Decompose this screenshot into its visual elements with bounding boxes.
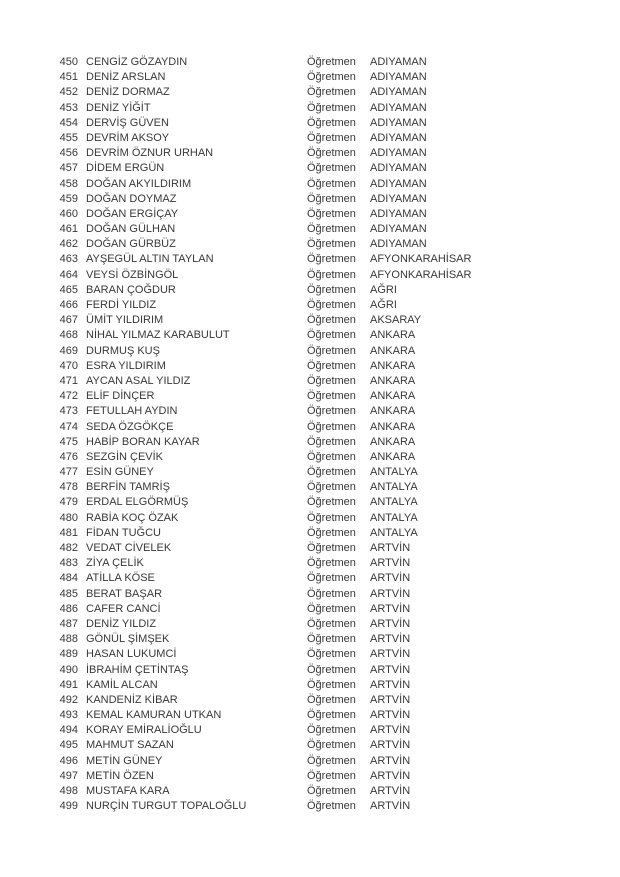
role-label: Öğretmen bbox=[307, 56, 356, 68]
row-number: 450 bbox=[59, 56, 78, 68]
role-label: Öğretmen bbox=[307, 466, 356, 479]
role-label: Öğretmen bbox=[307, 223, 356, 236]
person-name: MUSTAFA KARA bbox=[86, 785, 170, 797]
row-number: 476 bbox=[59, 450, 78, 463]
person-name: ZİYA ÇELİK bbox=[86, 557, 144, 570]
person-name: FİDAN TUĞCU bbox=[86, 526, 161, 539]
province-label: ADIYAMAN bbox=[370, 101, 427, 114]
role-label: Öğretmen bbox=[307, 602, 356, 615]
row-number: 468 bbox=[59, 329, 78, 342]
list-item bbox=[0, 450, 620, 465]
role-label: Öğretmen bbox=[307, 481, 356, 494]
list-item bbox=[0, 708, 620, 723]
province-label: ARTVİN bbox=[370, 617, 411, 630]
province-label: ADIYAMAN bbox=[370, 147, 427, 160]
list-item bbox=[0, 283, 620, 298]
list-item bbox=[0, 480, 620, 495]
role-label: Öğretmen bbox=[307, 131, 356, 144]
province-label: ARTVİN bbox=[370, 602, 411, 615]
list-item bbox=[0, 374, 620, 389]
row-number: 495 bbox=[59, 739, 78, 752]
list-item bbox=[0, 116, 620, 131]
list-item bbox=[0, 252, 620, 267]
role-label: Öğretmen bbox=[307, 769, 356, 782]
person-name: DURMUŞ KUŞ bbox=[86, 344, 160, 357]
person-name: DEVRİM ÖZNUR URHAN bbox=[86, 147, 214, 160]
person-name: VEYSİ ÖZBİNGÖL bbox=[86, 268, 179, 281]
person-name: AYŞEGÜL ALTIN TAYLAN bbox=[86, 253, 214, 266]
person-name: DENİZ DORMAZ bbox=[86, 86, 170, 99]
person-name: ESİN GÜNEY bbox=[86, 466, 154, 479]
person-name: FERDİ YILDIZ bbox=[86, 299, 157, 311]
person-name: DOĞAN GÜRBÜZ bbox=[86, 238, 176, 251]
person-name: ELİF DİNÇER bbox=[86, 390, 155, 403]
row-number: 453 bbox=[59, 101, 78, 114]
teacher-list bbox=[0, 55, 620, 814]
province-label: ARTVİN bbox=[370, 769, 411, 782]
list-item bbox=[0, 769, 620, 784]
person-name: KEMAL KAMURAN UTKAN bbox=[86, 709, 222, 722]
province-label: ADIYAMAN bbox=[370, 56, 427, 68]
person-name: BERAT BAŞAR bbox=[86, 587, 163, 600]
list-item bbox=[0, 587, 620, 602]
list-item bbox=[0, 85, 620, 100]
row-number: 477 bbox=[59, 466, 78, 479]
row-number: 455 bbox=[59, 131, 78, 144]
province-label: ARTVİN bbox=[370, 648, 411, 661]
province-label: AFYONKARAHİSAR bbox=[370, 268, 472, 281]
list-item bbox=[0, 693, 620, 708]
row-number: 458 bbox=[59, 177, 78, 190]
row-number: 482 bbox=[59, 542, 78, 554]
role-label: Öğretmen bbox=[307, 511, 356, 524]
province-label: ARTVİN bbox=[370, 663, 411, 676]
person-name: DEVRİM AKSOY bbox=[86, 131, 170, 144]
province-label: AFYONKARAHİSAR bbox=[370, 253, 472, 266]
province-label: ARTVİN bbox=[370, 800, 411, 813]
row-number: 497 bbox=[59, 769, 78, 782]
list-item bbox=[0, 511, 620, 526]
role-label: Öğretmen bbox=[307, 253, 356, 266]
role-label: Öğretmen bbox=[307, 617, 356, 630]
province-label: AĞRI bbox=[370, 283, 397, 296]
role-label: Öğretmen bbox=[307, 435, 356, 448]
list-item bbox=[0, 602, 620, 617]
person-name: HASAN LUKUMCİ bbox=[86, 648, 177, 661]
list-item bbox=[0, 146, 620, 161]
province-label: ARTVİN bbox=[370, 785, 411, 797]
row-number: 452 bbox=[59, 86, 78, 99]
province-label: ANTALYA bbox=[370, 511, 418, 524]
person-name: DOĞAN DOYMAZ bbox=[86, 192, 177, 205]
province-label: ARTVİN bbox=[370, 572, 411, 585]
list-item bbox=[0, 268, 620, 283]
list-item bbox=[0, 617, 620, 632]
role-label: Öğretmen bbox=[307, 329, 356, 342]
row-number: 490 bbox=[59, 663, 78, 676]
list-item bbox=[0, 237, 620, 252]
province-label: AKSARAY bbox=[370, 314, 422, 327]
row-number: 498 bbox=[59, 785, 78, 797]
province-label: ADIYAMAN bbox=[370, 177, 427, 190]
row-number: 494 bbox=[59, 724, 78, 737]
role-label: Öğretmen bbox=[307, 147, 356, 160]
person-name: ATİLLA KÖSE bbox=[86, 572, 155, 585]
person-name: BERFİN TAMRİŞ bbox=[86, 481, 170, 494]
list-item bbox=[0, 192, 620, 207]
role-label: Öğretmen bbox=[307, 374, 356, 387]
row-number: 466 bbox=[59, 299, 78, 311]
person-name: FETULLAH AYDIN bbox=[86, 405, 178, 418]
row-number: 470 bbox=[59, 359, 78, 372]
person-name: CAFER CANCİ bbox=[86, 602, 161, 615]
role-label: Öğretmen bbox=[307, 678, 356, 691]
province-label: ANKARA bbox=[370, 344, 416, 357]
person-name: NURÇİN TURGUT TOPALOĞLU bbox=[86, 800, 247, 813]
row-number: 465 bbox=[59, 283, 78, 296]
row-number: 488 bbox=[59, 633, 78, 646]
province-label: ANKARA bbox=[370, 359, 416, 372]
row-number: 485 bbox=[59, 587, 78, 600]
person-name: GÖNÜL ŞİMŞEK bbox=[86, 633, 170, 646]
province-label: ADIYAMAN bbox=[370, 192, 427, 205]
person-name: MAHMUT SAZAN bbox=[86, 739, 174, 752]
person-name: SEZGİN ÇEVİK bbox=[86, 450, 164, 463]
list-item bbox=[0, 359, 620, 374]
role-label: Öğretmen bbox=[307, 633, 356, 646]
person-name: KAMİL ALCAN bbox=[86, 678, 158, 691]
list-item bbox=[0, 541, 620, 556]
province-label: ANKARA bbox=[370, 435, 416, 448]
person-name: METİN ÖZEN bbox=[86, 769, 154, 782]
role-label: Öğretmen bbox=[307, 101, 356, 114]
province-label: ARTVİN bbox=[370, 557, 411, 570]
role-label: Öğretmen bbox=[307, 314, 356, 327]
province-label: ARTVİN bbox=[370, 739, 411, 752]
role-label: Öğretmen bbox=[307, 162, 356, 175]
role-label: Öğretmen bbox=[307, 693, 356, 706]
list-item bbox=[0, 465, 620, 480]
person-name: DİDEM ERGÜN bbox=[86, 162, 165, 175]
list-item bbox=[0, 571, 620, 586]
list-item bbox=[0, 663, 620, 678]
list-item bbox=[0, 101, 620, 116]
list-item bbox=[0, 784, 620, 799]
list-item bbox=[0, 131, 620, 146]
row-number: 499 bbox=[59, 800, 78, 813]
person-name: DOĞAN ERGİÇAY bbox=[86, 207, 179, 220]
list-item bbox=[0, 55, 620, 70]
role-label: Öğretmen bbox=[307, 390, 356, 403]
person-name: METİN GÜNEY bbox=[86, 754, 163, 767]
role-label: Öğretmen bbox=[307, 709, 356, 722]
list-item bbox=[0, 177, 620, 192]
list-item bbox=[0, 435, 620, 450]
person-name: RABİA KOÇ ÖZAK bbox=[86, 511, 179, 524]
province-label: ADIYAMAN bbox=[370, 238, 427, 251]
list-item bbox=[0, 222, 620, 237]
person-name: DENİZ YILDIZ bbox=[86, 617, 157, 630]
province-label: ANTALYA bbox=[370, 466, 418, 479]
role-label: Öğretmen bbox=[307, 71, 356, 84]
province-label: ARTVİN bbox=[370, 587, 411, 600]
province-label: ADIYAMAN bbox=[370, 162, 427, 175]
person-name: DENİZ YİĞİT bbox=[86, 101, 151, 114]
person-name: DENİZ ARSLAN bbox=[86, 71, 166, 84]
row-number: 486 bbox=[59, 602, 78, 615]
list-item bbox=[0, 404, 620, 419]
list-item bbox=[0, 738, 620, 753]
person-name: HABİP BORAN KAYAR bbox=[86, 435, 200, 448]
list-item bbox=[0, 70, 620, 85]
row-number: 493 bbox=[59, 709, 78, 722]
role-label: Öğretmen bbox=[307, 496, 356, 509]
person-name: ERDAL ELGÖRMÜŞ bbox=[86, 496, 189, 509]
role-label: Öğretmen bbox=[307, 542, 356, 554]
province-label: ANKARA bbox=[370, 450, 416, 463]
row-number: 467 bbox=[59, 314, 78, 327]
province-label: ADIYAMAN bbox=[370, 207, 427, 220]
row-number: 480 bbox=[59, 511, 78, 524]
role-label: Öğretmen bbox=[307, 299, 356, 311]
role-label: Öğretmen bbox=[307, 724, 356, 737]
row-number: 496 bbox=[59, 754, 78, 767]
role-label: Öğretmen bbox=[307, 86, 356, 99]
province-label: ARTVİN bbox=[370, 754, 411, 767]
row-number: 462 bbox=[59, 238, 78, 251]
role-label: Öğretmen bbox=[307, 420, 356, 433]
row-number: 469 bbox=[59, 344, 78, 357]
list-item bbox=[0, 678, 620, 693]
row-number: 492 bbox=[59, 693, 78, 706]
list-item bbox=[0, 632, 620, 647]
person-name: KANDENİZ KİBAR bbox=[86, 693, 178, 706]
person-name: ESRA YILDIRIM bbox=[86, 359, 166, 372]
row-number: 459 bbox=[59, 192, 78, 205]
row-number: 483 bbox=[59, 557, 78, 570]
province-label: ANTALYA bbox=[370, 526, 418, 539]
list-item bbox=[0, 207, 620, 222]
role-label: Öğretmen bbox=[307, 800, 356, 813]
row-number: 475 bbox=[59, 435, 78, 448]
person-name: AYCAN ASAL YILDIZ bbox=[86, 374, 191, 387]
person-name: ÜMİT YILDIRIM bbox=[86, 314, 164, 327]
list-item bbox=[0, 754, 620, 769]
role-label: Öğretmen bbox=[307, 557, 356, 570]
role-label: Öğretmen bbox=[307, 587, 356, 600]
role-label: Öğretmen bbox=[307, 785, 356, 797]
list-item bbox=[0, 328, 620, 343]
list-item bbox=[0, 799, 620, 814]
province-label: ARTVİN bbox=[370, 633, 411, 646]
list-item bbox=[0, 495, 620, 510]
person-name: DERVİŞ GÜVEN bbox=[86, 116, 169, 129]
province-label: ANKARA bbox=[370, 390, 416, 403]
province-label: ADIYAMAN bbox=[370, 223, 427, 236]
role-label: Öğretmen bbox=[307, 739, 356, 752]
person-name: İBRAHİM ÇETİNTAŞ bbox=[86, 663, 189, 676]
role-label: Öğretmen bbox=[307, 283, 356, 296]
row-number: 479 bbox=[59, 496, 78, 509]
role-label: Öğretmen bbox=[307, 359, 356, 372]
province-label: ADIYAMAN bbox=[370, 86, 427, 99]
province-label: AĞRI bbox=[370, 299, 397, 311]
role-label: Öğretmen bbox=[307, 572, 356, 585]
role-label: Öğretmen bbox=[307, 648, 356, 661]
row-number: 471 bbox=[59, 374, 78, 387]
person-name: DOĞAN AKYILDIRIM bbox=[86, 177, 192, 190]
role-label: Öğretmen bbox=[307, 450, 356, 463]
province-label: ARTVİN bbox=[370, 678, 411, 691]
province-label: ARTVİN bbox=[370, 693, 411, 706]
list-item bbox=[0, 420, 620, 435]
list-item bbox=[0, 161, 620, 176]
list-item bbox=[0, 556, 620, 571]
row-number: 463 bbox=[59, 253, 78, 266]
role-label: Öğretmen bbox=[307, 192, 356, 205]
row-number: 487 bbox=[59, 617, 78, 630]
row-number: 461 bbox=[59, 223, 78, 236]
province-label: ANKARA bbox=[370, 329, 416, 342]
list-item bbox=[0, 313, 620, 328]
list-item bbox=[0, 298, 620, 313]
role-label: Öğretmen bbox=[307, 663, 356, 676]
list-item bbox=[0, 647, 620, 662]
province-label: ADIYAMAN bbox=[370, 116, 427, 129]
role-label: Öğretmen bbox=[307, 177, 356, 190]
row-number: 454 bbox=[59, 116, 78, 129]
province-label: ANTALYA bbox=[370, 481, 418, 494]
role-label: Öğretmen bbox=[307, 526, 356, 539]
row-number: 478 bbox=[59, 481, 78, 494]
row-number: 489 bbox=[59, 648, 78, 661]
province-label: ARTVİN bbox=[370, 709, 411, 722]
province-label: ADIYAMAN bbox=[370, 131, 427, 144]
role-label: Öğretmen bbox=[307, 405, 356, 418]
list-item bbox=[0, 389, 620, 404]
person-name: KORAY EMİRALİOĞLU bbox=[86, 724, 202, 737]
role-label: Öğretmen bbox=[307, 238, 356, 251]
person-name: VEDAT CİVELEK bbox=[86, 542, 172, 554]
person-name: NİHAL YILMAZ KARABULUT bbox=[86, 329, 230, 342]
person-name: BARAN ÇOĞDUR bbox=[86, 283, 176, 296]
province-label: ARTVİN bbox=[370, 724, 411, 737]
role-label: Öğretmen bbox=[307, 207, 356, 220]
province-label: ANKARA bbox=[370, 420, 416, 433]
role-label: Öğretmen bbox=[307, 116, 356, 129]
province-label: ADIYAMAN bbox=[370, 71, 427, 84]
row-number: 491 bbox=[59, 678, 78, 691]
row-number: 460 bbox=[59, 207, 78, 220]
province-label: ANTALYA bbox=[370, 496, 418, 509]
province-label: ANKARA bbox=[370, 405, 416, 418]
row-number: 456 bbox=[59, 147, 78, 160]
list-item bbox=[0, 526, 620, 541]
list-item bbox=[0, 344, 620, 359]
row-number: 464 bbox=[59, 268, 78, 281]
province-label: ANKARA bbox=[370, 374, 416, 387]
province-label: ARTVİN bbox=[370, 542, 411, 554]
person-name: DOĞAN GÜLHAN bbox=[86, 223, 176, 236]
row-number: 474 bbox=[59, 420, 78, 433]
row-number: 484 bbox=[59, 572, 78, 585]
role-label: Öğretmen bbox=[307, 344, 356, 357]
row-number: 472 bbox=[59, 390, 78, 403]
person-name: CENGİZ GÖZAYDIN bbox=[86, 56, 188, 68]
role-label: Öğretmen bbox=[307, 268, 356, 281]
person-name: SEDA ÖZGÖKÇE bbox=[86, 420, 174, 433]
row-number: 451 bbox=[59, 71, 78, 84]
row-number: 473 bbox=[59, 405, 78, 418]
role-label: Öğretmen bbox=[307, 754, 356, 767]
row-number: 481 bbox=[59, 526, 78, 539]
row-number: 457 bbox=[59, 162, 78, 175]
list-item bbox=[0, 723, 620, 738]
